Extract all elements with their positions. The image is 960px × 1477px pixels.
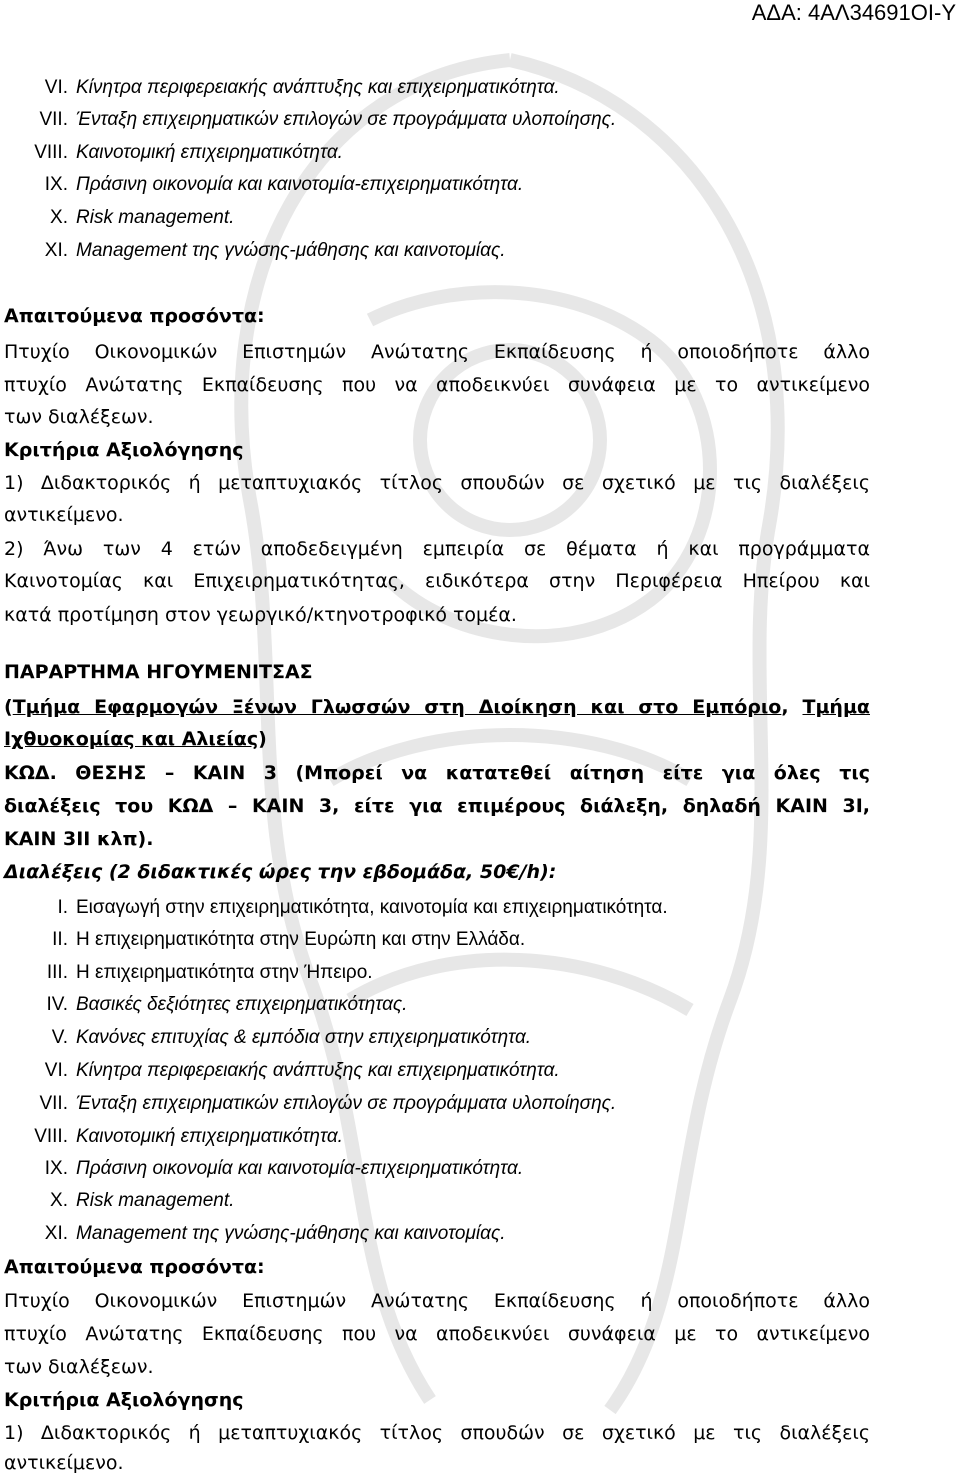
department-name: Ιχθυοκομίας και Αλιείας — [4, 728, 259, 750]
qualifications-text-line: των διαλέξεων. — [4, 1356, 154, 1378]
list-item: XI. Management της γνώσης-μάθησης και καινοτομίας. — [44, 240, 506, 261]
criteria-item-line: 1) Διδακτορικός ή μεταπτυχιακός τίτλος σπουδών σε σχετικό με τις διαλέξεις — [4, 472, 870, 494]
qualifications-text-line: πτυχίο Ανώτατης Εκπαίδευσης που να αποδεικνύει συνάφεια με το αντικείμενο — [4, 1323, 870, 1345]
criteria-heading: Κριτήρια Αξιολόγησης — [4, 439, 244, 461]
list-item: III. Η επιχειρηματικότητα στην Ήπειρο. — [46, 962, 373, 983]
list-item: I. Εισαγωγή στην επιχειρηματικότητα, καινοτομία και επιχειρηματικότητα. — [57, 897, 668, 918]
list-item: VIII. Καινοτομική επιχειρηματικότητα. — [34, 142, 343, 163]
ada-code: ΑΔΑ: 4ΑΛ34691ΟΙ-Υ — [751, 0, 956, 25]
criteria-item-line: αντικείμενο. — [4, 504, 124, 526]
list-item: VIII. Καινοτομική επιχειρηματικότητα. — [34, 1126, 343, 1147]
list-item: X. Risk management. — [50, 1190, 235, 1211]
list-item: X. Risk management. — [50, 207, 235, 228]
position-code-line: ΚΑΙΝ 3ΙΙ κλπ). — [4, 828, 154, 850]
list-item: VI. Κίνητρα περιφερειακής ανάπτυξης και επιχειρηματικότητα. — [44, 1060, 560, 1081]
position-code-line: ΚΩΔ. ΘΕΣΗΣ – ΚΑΙΝ 3 (Μπορεί να κατατεθεί αίτηση είτε για όλες τις — [4, 762, 870, 784]
criteria-item-line: 1) Διδακτορικός ή μεταπτυχιακός τίτλος σπουδών σε σχετικό με τις διαλέξεις — [4, 1422, 870, 1444]
list-item: VII. Ένταξη επιχειρηματικών επιλογών σε προγράμματα υλοποίησης. — [39, 1093, 617, 1114]
criteria-item-line: 2) Άνω των 4 ετών αποδεδειγμένη εμπειρία σε θέματα ή και προγράμματα — [4, 538, 870, 560]
qualifications-text-line: των διαλέξεων. — [4, 406, 154, 428]
list-item: XI. Management της γνώσης-μάθησης και καινοτομίας. — [44, 1223, 506, 1244]
department-name: Τμήμα Εφαρμογών Ξένων Γλωσσών στη Διοίκηση και στο Εμπόριο — [12, 696, 782, 718]
department-name: Τμήμα — [802, 696, 870, 718]
branch-departments-line: (Τμήμα Εφαρμογών Ξένων Γλωσσών στη Διοίκηση και στο Εμπόριο, Τμήμα — [4, 696, 870, 718]
qualifications-text-line: πτυχίο Ανώτατης Εκπαίδευσης που να αποδεικνύει συνάφεια με το αντικείμενο — [4, 374, 870, 396]
criteria-heading: Κριτήρια Αξιολόγησης — [4, 1389, 244, 1411]
branch-departments-line: Ιχθυοκομίας και Αλιείας) — [4, 728, 267, 750]
criteria-item-line: αντικείμενο. — [4, 1452, 124, 1474]
lectures-heading: Διαλέξεις (2 διδακτικές ώρες την εβδομάδα, 50€/h): — [4, 861, 557, 883]
qualifications-heading: Απαιτούμενα προσόντα: — [4, 1256, 265, 1278]
position-code-line: διαλέξεις του ΚΩΔ – ΚΑΙΝ 3, είτε για επιμέρους διάλεξη, δηλαδή ΚΑΙΝ 3Ι, — [4, 795, 870, 817]
list-item: IX. Πράσινη οικονομία και καινοτομία-επιχειρηματικότητα. — [44, 174, 524, 195]
qualifications-text-line: Πτυχίο Οικονομικών Επιστημών Ανώτατης Εκπαίδευσης ή οποιοδήποτε άλλο — [4, 1290, 870, 1312]
criteria-item-line: Καινοτομίας και Επιχειρηματικότητας, ειδικότερα στην Περιφέρεια Ηπείρου και — [4, 570, 870, 592]
criteria-item-line: κατά προτίμηση στον γεωργικό/κτηνοτροφικό τομέα. — [4, 604, 517, 626]
list-item: V. Κανόνες επιτυχίας & εμπόδια στην επιχειρηματικότητα. — [51, 1027, 532, 1048]
list-item: II. Η επιχειρηματικότητα στην Ευρώπη και στην Ελλάδα. — [52, 929, 526, 950]
list-item: VII. Ένταξη επιχειρηματικών επιλογών σε προγράμματα υλοποίησης. — [39, 109, 617, 130]
qualifications-heading: Απαιτούμενα προσόντα: — [4, 305, 265, 327]
qualifications-text-line: Πτυχίο Οικονομικών Επιστημών Ανώτατης Εκπαίδευσης ή οποιοδήποτε άλλο — [4, 341, 870, 363]
list-item: IV. Βασικές δεξιότητες επιχειρηματικότητας. — [46, 994, 408, 1015]
list-item: VI. Κίνητρα περιφερειακής ανάπτυξης και επιχειρηματικότητα. — [44, 77, 560, 98]
branch-title: ΠΑΡΑΡΤΗΜΑ ΗΓΟΥΜΕΝΙΤΣΑΣ — [4, 661, 313, 683]
list-item: IX. Πράσινη οικονομία και καινοτομία-επιχειρηματικότητα. — [44, 1158, 524, 1179]
